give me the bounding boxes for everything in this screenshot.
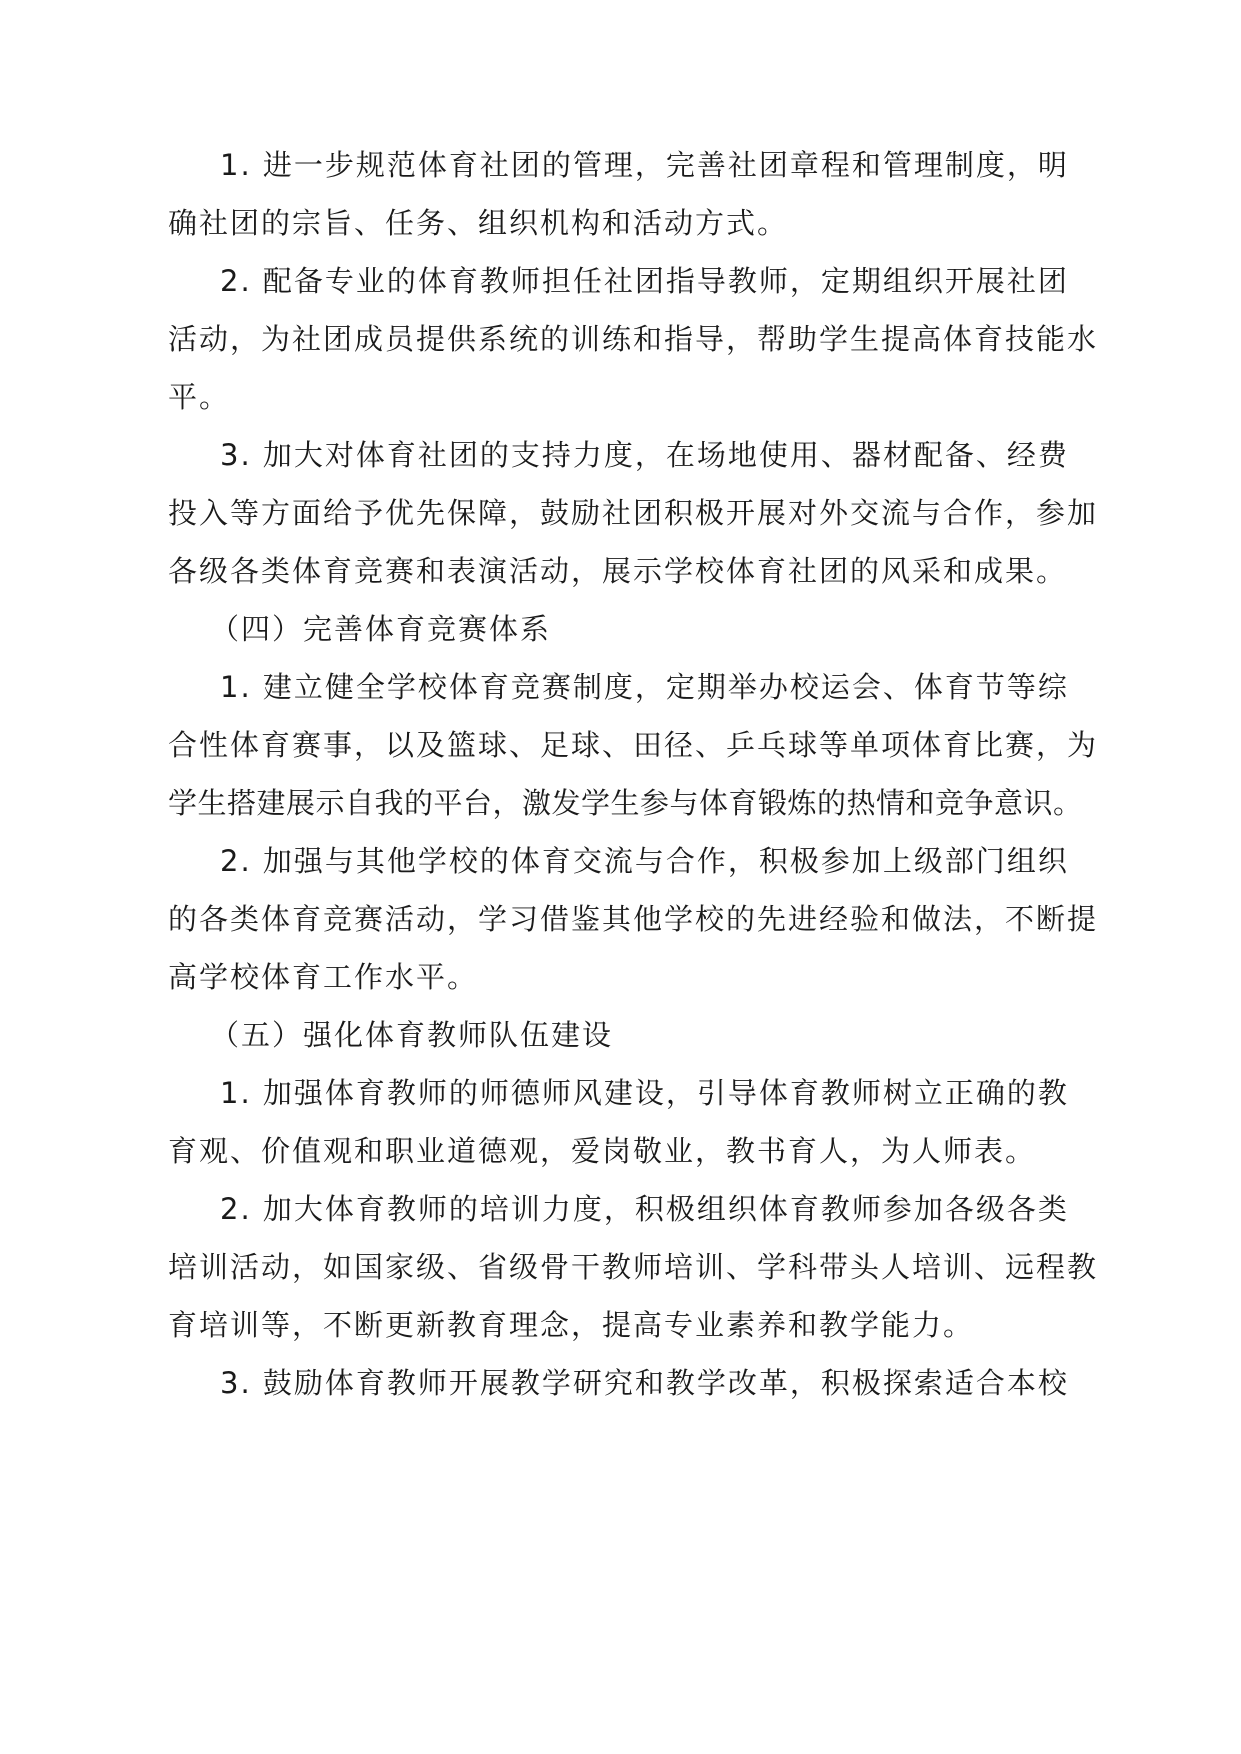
text-line: 的各类体育竞赛活动，学习借鉴其他学校的先进经验和做法，不断提 xyxy=(168,902,1099,936)
text-line: 学生搭建展示自我的平台，激发学生参与体育锻炼的热情和竞争意识。 xyxy=(168,786,1083,820)
text-line: 高学校体育工作水平。 xyxy=(168,960,479,994)
text-line: 活动，为社团成员提供系统的训练和指导，帮助学生提高体育技能水 xyxy=(168,322,1099,356)
text-line: 2. 配备专业的体育教师担任社团指导教师，定期组织开展社团 xyxy=(220,264,1069,298)
text-line: 2. 加强与其他学校的体育交流与合作，积极参加上级部门组织 xyxy=(220,844,1069,878)
text-line: 育观、价值观和职业道德观，爱岗敬业，教书育人，为人师表。 xyxy=(168,1134,1037,1168)
text-line: 1. 建立健全学校体育竞赛制度，定期举办校运会、体育节等综 xyxy=(220,670,1069,704)
text-line: 确社团的宗旨、任务、组织机构和活动方式。 xyxy=(168,206,789,240)
text-line: 培训活动，如国家级、省级骨干教师培训、学科带头人培训、远程教 xyxy=(168,1250,1099,1284)
text-line: 2. 加大体育教师的培训力度，积极组织体育教师参加各级各类 xyxy=(220,1192,1069,1226)
text-line: 3. 鼓励体育教师开展教学研究和教学改革，积极探索适合本校 xyxy=(220,1366,1069,1400)
text-line: 育培训等，不断更新教育理念，提高专业素养和教学能力。 xyxy=(168,1308,975,1342)
text-line: 1. 进一步规范体育社团的管理，完善社团章程和管理制度，明 xyxy=(220,148,1069,182)
text-line: 平。 xyxy=(168,380,231,414)
text-line: 投入等方面给予优先保障，鼓励社团积极开展对外交流与合作，参加 xyxy=(168,496,1099,530)
text-line: 1. 加强体育教师的师德师风建设，引导体育教师树立正确的教 xyxy=(220,1076,1069,1110)
text-line: 3. 加大对体育社团的支持力度，在场地使用、器材配备、经费 xyxy=(220,438,1069,472)
section-heading: （四）完善体育竞赛体系 xyxy=(210,612,552,646)
section-heading: （五）强化体育教师队伍建设 xyxy=(210,1018,614,1052)
text-line: 各级各类体育竞赛和表演活动，展示学校体育社团的风采和成果。 xyxy=(168,554,1068,588)
text-line: 合性体育赛事，以及篮球、足球、田径、乒乓球等单项体育比赛，为 xyxy=(168,728,1099,762)
